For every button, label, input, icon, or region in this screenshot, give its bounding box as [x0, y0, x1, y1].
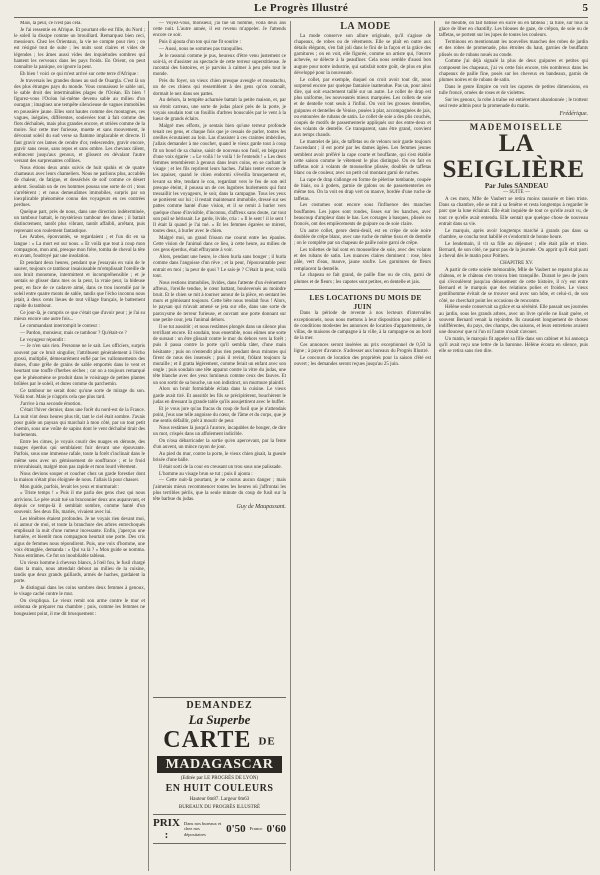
mode-paragraph: La cape de drap s'allonge en forme de pèlerine tombante, coupée de biais, ou à godets, garnie de galons ou de passementeries en même ton. On la voit en drap vert ou mauve, bordée d'une ruche de taffetas. — [294, 178, 431, 202]
la-mode-title: LA MODE — [340, 21, 391, 32]
ad-carte: CARTE — [163, 727, 252, 753]
column-1-story — [14, 21, 145, 871]
mode-paragraph: Les costumes sont encore sous l'influence des manches bouffantes. Les jupes sont rondes, lisses sur les hanches, avec beaucoup d'ampleur dans le bas. Les corsages à basques, plissés ou froncés, ont des empiècements de guipure ou de soie claire. — [294, 203, 431, 228]
column-divider — [148, 21, 149, 871]
notice-paragraph: Ces annonces seront insérées au prix exceptionnel de 0,50 la ligne ; à payer d'avance. S'adresser aux bureaux du Progrès Illustré. — [294, 343, 431, 355]
column-2-story — [153, 21, 286, 696]
mode-paragraph: Sur les genoux, la robe à traîne est entièrement abandonnée ; le trotteur seul reste admis pour la promenade du matin. — [439, 97, 588, 110]
feuilleton-paragraph: CHAPITRE XV. — [499, 260, 534, 266]
story-paragraph: Près du foyer, un vieux chien presque aveugle et moustachu, un de ces chiens qui ressemblent à des gens qu'on connaît, dormait le nez dans ses pattes. — [153, 79, 286, 97]
feuilleton-title: LA SEIGLIÈRE — [442, 129, 585, 183]
column-1-paragraphs — [14, 21, 145, 618]
feuilleton-paragraph: Hélène seule conservait sa grâce et sa sérénité. Elle passait ses journées au jardin, sous les grands arbres, avec un livre qu'elle ne lisait guère, et souvent Bernard venait la rejoindre. Ils causaient longuement de choses indifférentes, du pays, des champs, des saisons, et leurs entretiens avaient une douceur que ni l'un ni l'autre n'osait s'avouer. — [439, 305, 588, 336]
column-divider — [434, 21, 435, 871]
story-paragraph: Nous restâmes là jusqu'à l'aurore, incapables de bouger, de dire un mot, crispés dans un affolement indicible. — [153, 425, 286, 437]
page-number: 5 — [582, 2, 588, 14]
story-paragraph: Nous étions deux amis suivis de huit spahis et de quatre chameaux avec leurs chameliers. Nous ne parlions plus, accablés de chaleur, de fatigue, et desséchés de soif comme ce désert ardent. Soudain un de ces hommes poussa une sorte de cri ; tous s'arrêtèrent ; et nous demeurâmes immobiles, surpris par un inexplicable phénomène connu des voyageurs en ces contrées perdues. — [14, 166, 145, 209]
story-paragraph: Le voyageur répondit : — [20, 337, 66, 343]
ad-en-huit-couleurs: EN HUIT COULEURS — [165, 783, 274, 794]
story-paragraph: Ce jour-là, je compris ce que c'était que d'avoir peur ; je l'ai su mieux encore une autre fois... — [14, 311, 145, 323]
mode-paragraph: Le chapeau se fait grand, de paille fine ou de crin, garni de plumes et de fleurs ; les capotes sont petites, en dentelle et jais. — [294, 273, 431, 285]
locations-notice-paragraphs — [294, 311, 431, 368]
story-paragraph: Puis il ajouta d'un ton qui me fit sourire : — [159, 40, 241, 46]
ad-price-row — [153, 814, 286, 844]
story-paragraph: — Voyez-vous, monsieur, j'ai tué un homme, voilà deux ans cette nuit. L'autre année, il est revenu m'appeler. Je l'attends encore ce soir. — [153, 21, 286, 39]
ad-la-superbe: La Superbe — [188, 712, 251, 727]
story-paragraph: On n'osa débarricader la sortie qu'en apercevant, par la fente d'un auvent, un mince rayon de jour. — [153, 438, 286, 450]
story-paragraph: Il était sorti de la cour en creusant un trou sous une palissade. — [159, 464, 282, 470]
ad-madagascar-banner: MADAGASCAR — [157, 756, 282, 773]
story-paragraph: Je traversais les grandes dunes au sud de Ouargla. C'est là un des plus étranges pays du monde. Vous connaissez le sable uni, le sable droit des interminables plages de l'Océan. Eh bien ! figurez-vous l'Océan lui-même devenu sable au milieu d'un ouragan ; imaginez une tempête silencieuse de vagues immobiles en poussière jaune. Elles sont hautes comme des montagnes, ces vagues, inégales, différentes, soulevées tout à fait comme des flots déchaînés, mais plus grandes encore, et striées comme de la moire. Sur cette mer furieuse, muette et sans mouvement, le dévorant soleil du sud verse sa flamme implacable et directe. Il faut gravir ces lames de cendre d'or, redescendre, gravir encore, gravir sans cesse, sans repos et sans ombre. Les chevaux râlent, enfoncent jusqu'aux genoux, et glissent en dévalant l'autre versant des surprenantes collines. — [14, 78, 145, 165]
la-mode-paragraphs — [294, 34, 431, 286]
mode-paragraph: Le mantelet de jais, de taffetas ou de velours noir garde toujours l'ascendant ; il est porté par les dames âgées. Les femmes jeunes semblent avoir préféré la cape courte et bouffante, qui s'est établie cette saison comme le vêtement le plus distingué. On en fait en taffetas noir à volants de mousseline plissée, doublés de taffetas blanc ou de couleur, avec un petit col montant garni de ruches. — [294, 140, 431, 177]
story-paragraph: L'homme au visage brun se tut ; puis il ajouta : — [159, 471, 253, 477]
feuilleton-paragraph: Le lendemain, il vit sa fille au déjeuner ; elle était pâle et triste. Bernard, de son côté, ne parut pas de la journée. On apprit qu'il était parti à cheval dès le matin pour Poitiers. — [439, 241, 588, 260]
ad-prix-text: Dans nos bureaux et chez nos dépositaires — [183, 820, 222, 837]
story-paragraph: Nous restions immobiles, livides, dans l'attente d'un événement affreux, l'oreille tendue, le cœur battant, bouleversés au moindre bruit. Et le chien se mit à tourner autour de la pièce, en sentant les murs et gémissant toujours. Cette bête nous rendait fous ! Alors, le paysan qui m'avait amené se jeta sur elle, dans une sorte de paroxysme de terreur furieuse, et ouvrant une porte donnant sur une petite cour, jeta l'animal dehors. — [153, 280, 286, 323]
story-paragraph: Entre les cimes, je voyais courir des nuages en déroute, des nuages éperdus qui semblaient fuir devant une épouvante. Parfois, sous une immense rafale, toute la forêt s'inclinait dans le même sens avec un gémissement de souffrance ; et le froid m'envahissait, malgré mon pas rapide et mon lourd vêtement. — [14, 439, 145, 470]
story-paragraph: Je le rassurai comme je pus, heureux d'être venu justement ce soir-là, et d'assister au spectacle de cette terreur superstitieuse. Je racontai des histoires, et je parvins à calmer à peu près tout le monde. — [153, 53, 286, 78]
header-rule — [14, 17, 588, 18]
column-divider — [290, 21, 291, 871]
mode-paragraph: Les toilettes de bal sont en mousseline de soie, avec des volants et des rubans de satin. Les nuances claires dominent : rose, bleu pâle, vert d'eau, mauve, jaune soufre. Les garnitures de fleurs remplacent la dentelle. — [294, 248, 431, 272]
story-paragraph: Au dehors, la tempête acharnée battait la petite maison, et, par un étroit carreau, une sorte de judas placé près de la porte, je voyais soudain tout un fouillis d'arbres bousculés par le vent à la lueur de grands éclairs. — [153, 98, 286, 123]
story-paragraph: — Cette nuit-là pourtant, je ne courus aucun danger ; mais j'aimerais mieux recommencer toutes les heures où j'affrontai les plus terribles périls, que la seule minute du coup de fusil sur la tête barbue du judas. — [153, 478, 286, 502]
story-signature: Guy de Maupassant. — [236, 503, 286, 510]
mode-paragraph: Dans le genre Empire on voit les capotes de petites dimensions, en tulle froncé, ornées de roses et de violettes. — [439, 84, 588, 97]
story-paragraph: Quelque part, près de nous, dans une direction indéterminée, un tambour battait, le mystérieux tambour des dunes ; il battait distinctement, tantôt plus vibrant, tantôt affaibli, arrêtant, puis reprenant son roulement fantastique. — [14, 210, 145, 234]
story-paragraph: Au pied du mur, contre la porte, le vieux chien gisait, la gueule brisée d'une balle. — [153, 451, 286, 463]
story-paragraph: Et pendant deux heures, pendant que j'essayais en vain de le sauver, toujours ce tambour insaisissable m'emplissait l'oreille de son bruit monotone, intermittent et incompréhensible ; et je sentais se glisser dans mes os la peur, la vraie peur, la hideuse peur, en face de ce cadavre aimé, dans ce trou incendié par le soleil entre quatre monts de sable, tandis que l'écho inconnu nous jetait, à deux cents lieues de tout village français, le battement rapide du tambour. — [14, 260, 145, 310]
story-paragraph: C'était l'hiver dernier, dans une forêt du nord-est de la France. La nuit vint deux heures plus tôt, tant le ciel était sombre. J'avais pour guide un paysan qui marchait à mon côté, par un tout petit chemin, sous une voûte de sapins dont le vent déchaîné tirait des hurlements. — [14, 408, 145, 439]
story-paragraph: Un vieux homme à cheveux blancs, à l'œil fou, le fusil chargé dans la main, nous attendait debout au milieu de la cuisine, tandis que deux grands gaillards, armés de haches, gardaient la porte. — [14, 560, 145, 585]
story-paragraph: — Pardon, monsieur, mais ce tambour ? Qu'était-ce ? — [20, 330, 127, 336]
column-4-feuilleton — [439, 21, 588, 871]
story-paragraph: Alors, pendant une heure, le chien hurla sans bouger ; il hurla comme dans l'angoisse d'un rêve ; et la peur, l'épouvantable peur entrait en moi ; la peur de quoi ? Le sais-je ? C'était la peur, voilà tout. — [153, 255, 286, 279]
newspaper-title: Le Progrès Illustré — [253, 2, 349, 14]
ad-prix-value-1: 0'50 — [226, 823, 246, 835]
story-paragraph: Malgré moi, un grand frisson me courut entre les épaules. Cette vision de l'animal dans ce lieu, à cette heure, au milieu de ces gens éperdus, était effrayante à voir. — [153, 236, 286, 254]
ad-prix-value-2: 0'60 — [266, 823, 286, 835]
ad-publisher: (Editée par LE PROGRÈS DE LYON) — [180, 776, 259, 781]
feuilleton-suite: — SUITE — — [503, 190, 530, 196]
story-paragraph: Ce tambour ne serait donc qu'une sorte de mirage du son. Voilà tout. Mais je n'appris cela que plus tard. — [14, 388, 145, 400]
story-paragraph: Le commandant interrompit le conteur : — [20, 324, 100, 330]
section-separator — [439, 120, 588, 121]
ad-de: DE — [258, 735, 276, 748]
column-3-la-mode — [294, 21, 431, 871]
mode-paragraph: Le collet, par exemple, duquel on croit avoir tout dit, nous surprend encore par quelque fantaisie inattendue. Pas un, pour ainsi dire, qui soit exactement taillé sur un autre. Le collet de drap est plus uniforme, les nouveautés mieux marquées. Les collets de soie et de dentelle vont seuls à l'infini. On voit les grosses dentelles, guipures et dentelles de Venise, posées à plat, accompagnées de jais, ou entourées de rubans de satin. Le collet de soie a des plis couchés, coupés de motifs de passementerie appliqués sur des entre-deux et des volants de dentelle. Ce transparent, sans être grand, convient aux temps chauds. — [294, 77, 431, 139]
feuilleton-paragraphs — [439, 197, 588, 356]
feuilleton-mademoiselle: MADEMOISELLE — [469, 122, 564, 133]
feuilleton-paragraph: Un matin, le marquis fit appeler sa fille dans son cabinet et lui annonça qu'il avait reçu une lettre de la baronne. Hélène écouta en silence, puis elle se retira sans rien dire. — [439, 337, 588, 355]
mode-signature: Frédérique. — [559, 110, 588, 117]
story-paragraph: « Triste temps ! » Puis il me parla des gens chez qui nous arrivions. Le père avait tué un braconnier deux ans auparavant, et depuis ce temps-là il semblait sombre, comme hanté d'un souvenir. Ses deux fils, mariés, vivaient avec lui. — [14, 491, 145, 515]
story-paragraph: J'arrive à ma seconde émotion. — [20, 401, 82, 407]
ad-dimensions: Hauteur 0m87. Largeur 0m63 — [189, 797, 250, 802]
mode-paragraph: Terminons en mentionnant les nouvelles manches des robes de jardin et des robes de promenade, plus étroites du haut, garnies de bouffants plissés ou de rubans noués au coude. — [439, 40, 588, 58]
section-separator — [294, 289, 431, 290]
story-paragraph: Je distinguai dans les coins sombres deux femmes à genoux, le visage caché contre le mur. — [14, 586, 145, 598]
mode-paragraph: La mode conserve son allure originale, qu'il s'agisse de chapeaux, de robes ou de vêtements. Elle se plaît en outre aux détails élégants, s'en fait joli dans le fini de la façon et la grâce des garnitures ; on en voit, elle figurée, comme un artiste qui, l'œuvre achevée, se délecte à la peaufiner. Cela nous semble d'aussi bon augure pour notre industrie, qui satisfait notre goût, de plus en plus développé pour la nouveauté. — [294, 33, 431, 76]
madagascar-map-advertisement — [153, 697, 286, 871]
story-paragraph: Alors un bruit formidable éclata dans la cuisine. Le vieux garde avait tiré. Et aussitôt les fils se précipitèrent, bouchèrent le judas en dressant la grande table qu'ils assujettirent avec le buffet. — [153, 387, 286, 405]
story-paragraph: On s'expliqua. Le vieux remit son arme contre le mur et ordonna de préparer ma chambre ; puis, comme les femmes ne bougeaient point, il me dit brusquement : — [14, 599, 145, 617]
story-paragraph: Malgré mes efforts, je sentais bien qu'une terreur profonde tenait ces gens, et chaque fois que je cessais de parler, toutes les oreilles écoutaient au loin. Las d'assister à ces craintes imbéciles, j'allais demander à me coucher, quand le vieux garde tout à coup fit un bond de sa chaise, saisit de nouveau son fusil, en bégayant d'une voix égarée : « Le voilà ! le voilà ! Je l'entends ! » Les deux femmes retombèrent à genoux dans leurs coins, en se cachant le visage ; et les fils reprirent leurs haches. J'allais tenter encore de les apaiser, quand le chien endormi s'éveilla brusquement et, levant sa tête, tendant le cou, regardant vers le feu de son œil presque éteint, il poussa un de ces lugubres hurlements qui font tressaillir les voyageurs, le soir, dans la campagne. Tous les yeux se portèrent sur lui ; il restait maintenant immobile, dressé sur ses pattes comme hanté d'une vision, et il se remit à hurler vers quelque chose d'invisible, d'inconnu, d'affreux sans doute, car tout son poil se hérissait. Le garde, livide, cria : « Il le sent ! il le sent ! Il était là quand je l'ai tué. » Et les femmes égarées se mirent, toutes deux, à hurler avec le chien. — [153, 123, 286, 235]
feuilleton-paragraph: Le marquis, après avoir longtemps marché à grands pas dans sa chambre, se coucha tout habillé et s'endormit de bonne heure. — [439, 228, 588, 240]
story-paragraph: Mon guide, parfois, levait les yeux et murmurait : — [20, 484, 120, 490]
ad-prix-label: PRIX : — [153, 817, 180, 841]
story-paragraph: — Aussi, nous ne sommes pas tranquilles. — [159, 47, 244, 52]
story-paragraph: Les ténèbres étaient profondes. Je ne voyais rien devant moi, ni autour de moi, et toute la branchure des arbres entrechoqués emplissait la nuit d'une rumeur incessante. Enfin, j'aperçus une lumière, et bientôt mon compagnon heurtait une porte. Des cris aigus de femmes nous répondirent. Puis, une voix d'homme, une voix étranglée, demanda : « Qui va là ? » Mon guide se nomma. Nous entrâmes. Ce fut un inoubliable tableau. — [14, 516, 145, 559]
story-paragraph: Eh bien ! voici ce qui m'est arrivé sur cette terre d'Afrique : — [20, 71, 139, 77]
mode-paragraph: Comme j'ai déjà signalé la plus de deux guipures et petites qui composent les chapeaux, j'ai vu cette fois encore, très nombreux dans les chapeaux de paille fine, posés sur les cheveux en bandeaux, garnis de plumes noires et de rubans de satin. — [439, 59, 588, 84]
notice-paragraph: Dans la période de revente à nos lecteurs d'intervalles exceptionnels, nous nous mettons à leur disposition pour publier à de conditions modestes les annonces de location d'appartements, de villas, de maisons de campagne à la ville, à la campagne ou au bord de la mer. — [294, 311, 431, 342]
la-mode-continuation — [439, 21, 588, 110]
ad-prix-franco: Franco — [249, 826, 263, 832]
column-2-paragraphs — [153, 21, 286, 503]
mode-paragraph: Un autre collet, genre demi-deuil, est en crêpe de soie noire doublée de crêpe blanc, avec une ruche de même tissu et de dentelle ; on le complète par un chapeau de paille noire garni de crêpe. — [294, 228, 431, 247]
ad-demandez: DEMANDEZ — [186, 700, 253, 711]
story-paragraph: Je l'ai ressentie en Afrique. Et pourtant elle est fille, du Nord ; le soleil la dissipe comme un brouillard. Remarquez bien ceci, messieurs. Chez les Orientaux, la vie ne compte pour rien ; on est résigné tout de suite ; les nuits sont claires et vides de légendes ; les âmes aussi vides des inquiétudes sombres qui hantent les cerveaux dans les pays froids. En Orient, on peut connaître la panique, on ignore la peur. — [14, 27, 145, 71]
story-paragraph: Les Arabes, épouvantés, se regardaient ; et l'un dit en sa langue : « La mort est sur nous. » Et voilà que tout à coup mon compagnon, mon ami, presque mon frère, tomba de cheval la tête en avant, foudroyé par une insolation. — [14, 235, 145, 260]
feuilleton-paragraph: A partir de cette soirée mémorable, Mlle de Vaubert ne reparut plus au château, et le château s'en trouva bien tranquille. Durant le peu de jours qui s'écoulèrent jusqu'au dénouement de cette histoire, il n'y eut entre Bernard et le marquis que des relations polies et froides. Le vieux gentilhomme évitait de se trouver seul avec son hôte, et celui-ci, de son côté, ne cherchait point les occasions de rencontre. — [439, 267, 588, 304]
feuilleton-paragraph: A ces mots, Mlle de Vaubert se retira moins rassurée et bien triste. Dans sa chambre, elle se mit à sa fenêtre et resta longtemps à regarder le parc que la lune éclairait. Elle était inquiète de tout ce qu'elle avait vu, de tout ce qu'elle avait entendu. Elle sentait que quelque chose de nouveau entrait dans sa vie. — [439, 197, 588, 227]
story-paragraph: Mais, la peur, ce n'est pas cela. — [20, 21, 82, 26]
story-paragraph: Et je vous jure qu'au fracas du coup de fusil que je n'attendais point, j'eus une telle angoisse du cœur, de l'âme et du corps, que je me sentis défaillir, prêt à mourir de peur. — [153, 406, 286, 424]
notice-paragraph: Le concours de location des propriétés pour la saison d'été est ouvert ; les demandes seront reçues jusqu'au 25 juin. — [294, 356, 431, 368]
story-paragraph: Nous devions souper et coucher chez un garde forestier dont la maison n'était plus éloignée de nous. J'allais là pour chasser. — [14, 471, 145, 483]
ad-bureaux: BUREAUX DU PROGRÈS ILLUSTRÉ — [178, 805, 261, 810]
page-header — [14, 2, 588, 16]
feuilleton-author: Par Jules SANDEAU — [484, 182, 549, 191]
story-paragraph: — Je n'en sais rien. Personne ne le sait. Les officiers, surpris souvent par ce bruit singulier, l'attribuent généralement à l'écho grossi, multiplié, démesurément enflé par les vallonnements des dunes, d'une grêle de grains de sable emportés dans le vent et heurtant une touffe d'herbes sèches ; car on a toujours remarqué que le phénomène se produit dans le voisinage de petites plantes brûlées par le soleil, et dures comme du parchemin. — [14, 344, 145, 387]
mode-paragraph: ne meublé, on fait bâtisse en sucre ou en tableau ; la tuile, sur tous la glace de liber en chantilly. Les blouses de gaze, de crêpon, de soie ou de taffetas, se portent sur les jupes de toutes les couleurs. — [439, 21, 588, 39]
ad-top-rule — [153, 697, 286, 698]
story-paragraph: Il se tut aussitôt ; et nous restâmes plongés dans un silence plus terrifiant encore. Et soudain, tous ensemble, nous eûmes une sorte de sursaut : un être glissait contre le mur du dehors vers la forêt ; puis il passa contre la porte qu'il sembla tâter, d'une main hésitante ; puis on n'entendit plus rien pendant deux minutes qui firent de nous des insensés ; puis il revint, frôlant toujours la muraille ; et il gratta légèrement, comme ferait un enfant avec son ongle ; puis soudain une tête apparut contre la vitre du judas, une tête blanche avec des yeux lumineux comme ceux des fauves. Et un son sortit de sa bouche, un son indistinct, un murmure plaintif. — [153, 324, 286, 386]
locations-notice-title: LES LOCATIONS DU MOIS DE JUIN — [309, 292, 422, 311]
